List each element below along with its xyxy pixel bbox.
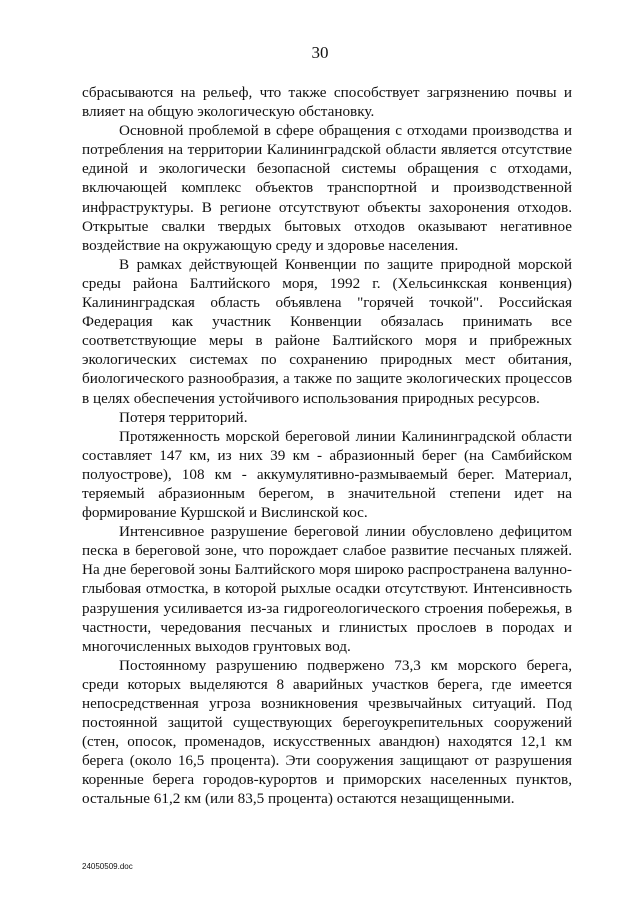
paragraph-coastline-erosion: Интенсивное разрушение береговой линии обусловлено дефицитом песка в береговой зоне, что порождает слабое развитие песчаных пляжей. На дне береговой зоны Балтийского моря широко распространена валунно-глыбовая отмостка, в которой рыхлые осадки отсутствуют. Интенсивность разрушения усиливается из-за гидрогеологического строения побережья, в частности, чередования песчаных и глинистых прослоев в породах и многочисленных выходов грунтовых вод. [82,523,572,655]
paragraph-coast-protection: Постоянному разрушению подвержено 73,3 км морского берега, среди которых выделяются 8 аварийных участков берега, где имеется непосредственная угроза возникновения чрезвычайных ситуаций. Под постоянной защитой существующих берегоукрепительных сооружений (стен, опосок, променадов, искусственных авандюн) находятся 12,1 км берега (около 16,5 процента). Эти сооружения защищают от разрушения коренные берега городов-курортов и приморских населенных пунктов, остальные 61,2 км (или 83,5 процента) остаются незащищенными. [82,656,572,808]
paragraph-loss-of-territories-heading: Потеря территорий. [119,408,248,426]
paragraph-helsinki-convention: В рамках действующей Конвенции по защите природной морской среды района Балтийского моря, 1992 г. (Хельсинкская конвенция) Калининградская область объявлена "горячей точкой". Российская Федерация как участник Конвенции обязалась принимать все соответствующие меры в районе Балтийского моря и прибрежных экологических системах по сохранению природных мест обитания, биологического разнообразия, а также по защите экологических процессов в целях обеспечения устойчивого использования природных ресурсов. [82,255,572,407]
document-filename: 24050509.doc [82,862,133,871]
paragraph-continuation: сбрасываются на рельеф, что также способствует загрязнению почвы и влияет на общую экологическую обстановку. [82,84,572,121]
body-text [82,83,572,809]
paragraph-waste-management: Основной проблемой в сфере обращения с отходами производства и потребления на территории Калининградской области является отсутствие единой и экологически безопасной системы обращения с отходами, включающей комплекс объектов транспортной и производственной инфраструктуры. В регионе отсутствуют объекты захоронения отходов. Открытые свалки твердых бытовых отходов оказывают негативное воздействие на окружающую среду и здоровье населения. [82,122,572,254]
paragraph-coastline-length: Протяженность морской береговой линии Калининградской области составляет 147 км, из них 39 км - абразионный берег (на Самбийском полуострове), 108 км - аккумулятивно-размываемый берег. Материал, теряемый абразионным берегом, в значительной степени идет на формирование Куршской и Вислинской кос. [82,427,572,522]
page-number: 30 [311,43,329,62]
